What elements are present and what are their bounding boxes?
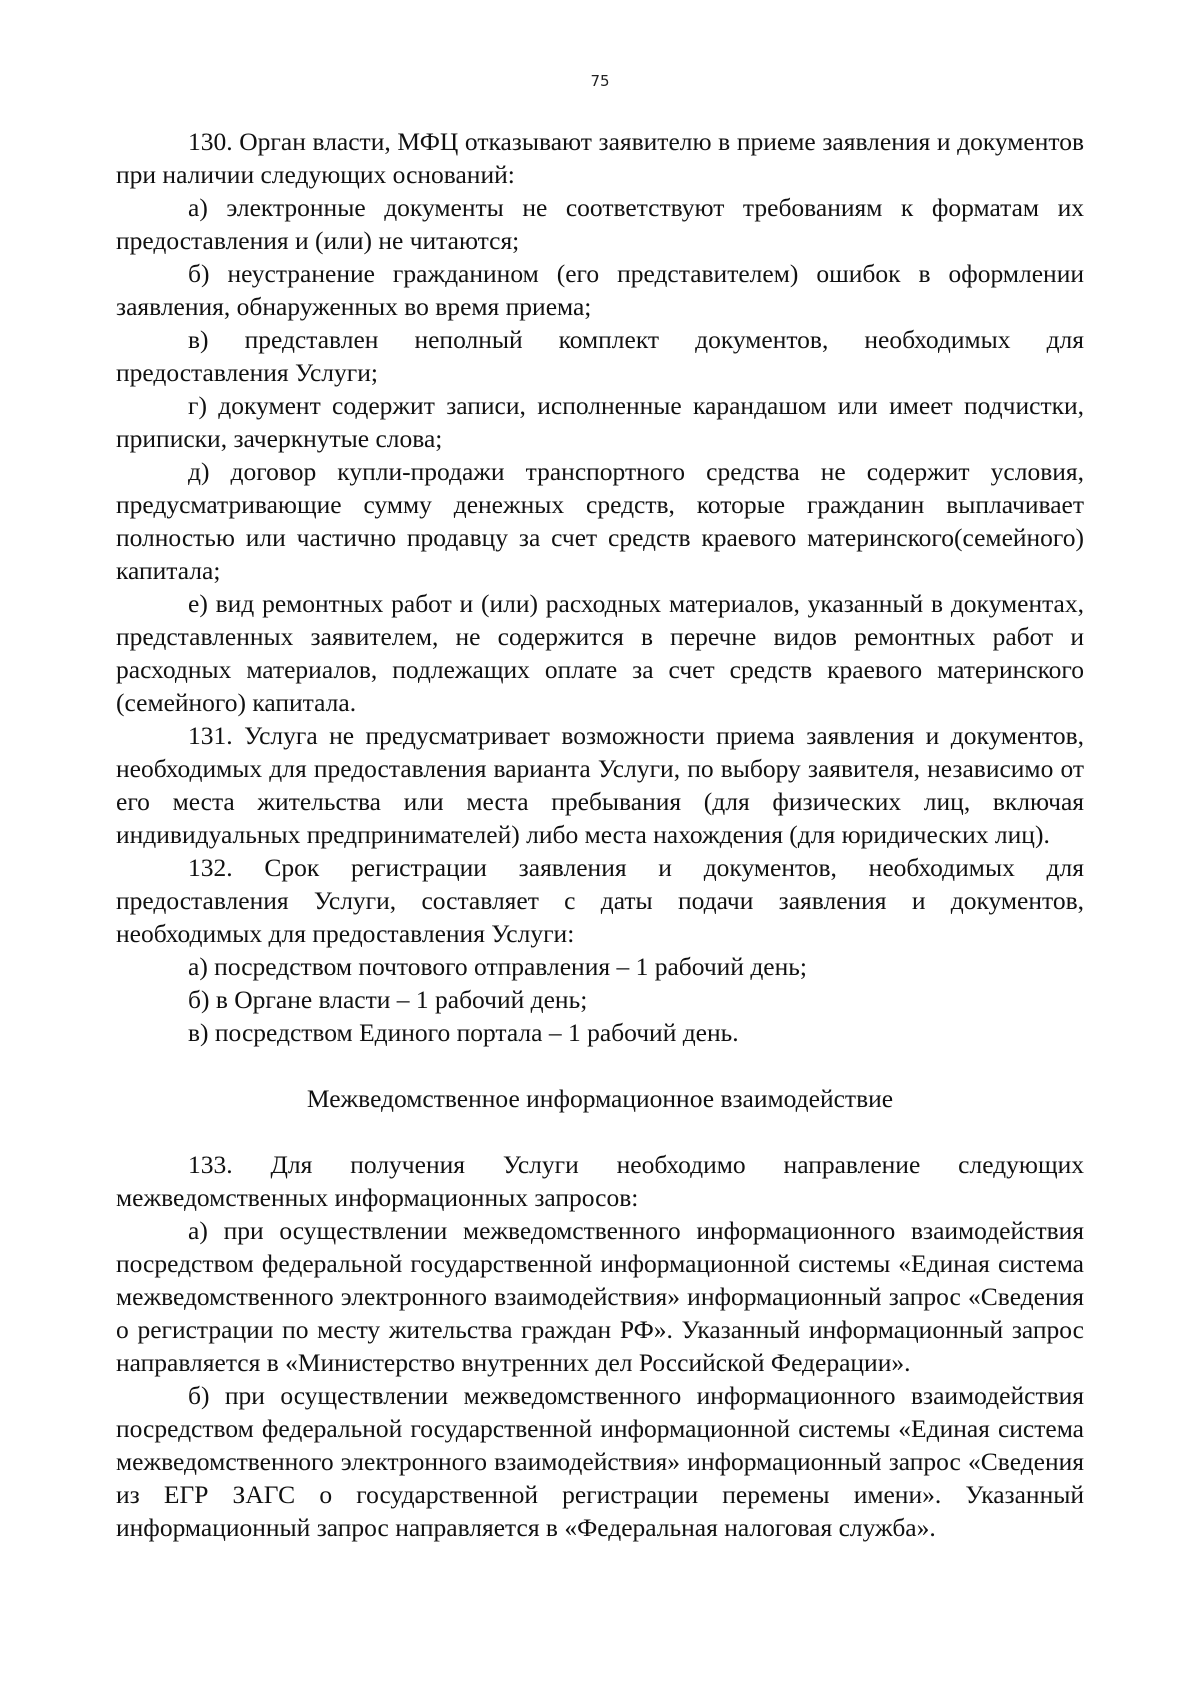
paragraph-130-g: г) документ содержит записи, исполненные карандашом или имеет подчистки, приписки, зачеркнутые слова; <box>116 391 1084 453</box>
paragraph-133-a: а) при осуществлении межведомственного информационного взаимодействия посредством федеральной государственной информационной системы «Единая система межведомственного электронного взаимодействия» информационный запрос «Сведения о регистрации по месту жительства граждан РФ». Указанный информационный запрос направляется в «Министерство внутренних дел Российской Федерации». <box>116 1216 1084 1377</box>
paragraph-133: 133. Для получения Услуги необходимо направление следующих межведомственных информационных запросов: <box>116 1150 1084 1212</box>
page-number: 75 <box>590 72 610 90</box>
paragraph-131: 131. Услуга не предусматривает возможности приема заявления и документов, необходимых для предоставления варианта Услуги, по выбору заявителя, независимо от его места жительства или места пребывания (для физических лиц, включая индивидуальных предпринимателей) либо места нахождения (для юридических лиц). <box>116 721 1084 849</box>
paragraph-133-b: б) при осуществлении межведомственного информационного взаимодействия посредством федеральной государственной информационной системы «Единая система межведомственного электронного взаимодействия» информационный запрос «Сведения из ЕГР ЗАГС о государственной регистрации перемены имени». Указанный информационный запрос направляется в «Федеральная налоговая служба». <box>116 1381 1084 1542</box>
paragraph-130-e: е) вид ремонтных работ и (или) расходных материалов, указанный в документах, представленных заявителем, не содержится в перечне видов ремонтных работ и расходных материалов, подлежащих оплате за счет средств краевого материнского (семейного) капитала. <box>116 589 1084 717</box>
paragraph-130-b: б) неустранение гражданином (его представителем) ошибок в оформлении заявления, обнаруженных во время приема; <box>116 259 1084 321</box>
paragraph-132-a: а) посредством почтового отправления – 1 рабочий день; <box>188 952 807 981</box>
paragraph-130-v: в) представлен неполный комплект документов, необходимых для предоставления Услуги; <box>116 325 1084 387</box>
paragraph-130-d: д) договор купли-продажи транспортного средства не содержит условия, предусматривающие сумму денежных средств, которые гражданин выплачивает полностью или частично продавцу за счет средств краевого материнского(семейного) капитала; <box>116 457 1084 585</box>
paragraph-130: 130. Орган власти, МФЦ отказывают заявителю в приеме заявления и документов при наличии следующих оснований: <box>116 127 1084 189</box>
paragraph-132: 132. Срок регистрации заявления и документов, необходимых для предоставления Услуги, составляет с даты подачи заявления и документов, необходимых для предоставления Услуги: <box>116 853 1084 948</box>
section-heading: Межведомственное информационное взаимодействие <box>306 1084 894 1113</box>
document-body <box>116 125 1084 1544</box>
paragraph-132-v: в) посредством Единого портала – 1 рабочий день. <box>188 1018 739 1047</box>
paragraph-132-b: б) в Органе власти – 1 рабочий день; <box>188 985 588 1014</box>
paragraph-130-a: а) электронные документы не соответствуют требованиям к форматам их предоставления и (или) не читаются; <box>116 193 1084 255</box>
